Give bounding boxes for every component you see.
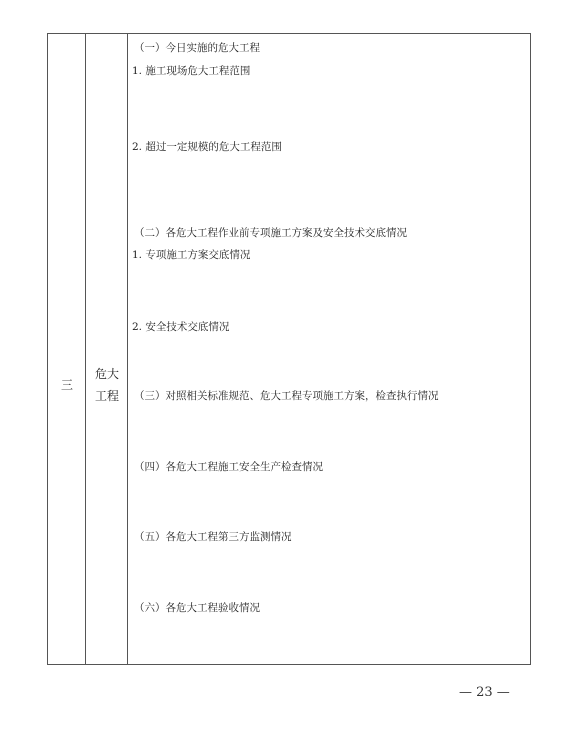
- content-column: [128, 34, 530, 664]
- category-line-1: 危大: [94, 367, 119, 381]
- category-line-2: 工程: [94, 389, 119, 403]
- item-heading-2: （二）各危大工程作业前专项施工方案及安全技术交底情况: [134, 227, 407, 239]
- section-number: 三: [60, 378, 73, 392]
- sub-item-2-2: 2. 安全技术交底情况: [132, 321, 230, 333]
- category-column: [86, 34, 128, 664]
- item-heading-4: （四）各危大工程施工安全生产检查情况: [134, 461, 323, 473]
- item-heading-5: （五）各危大工程第三方监测情况: [134, 531, 292, 543]
- number-column: [48, 34, 86, 664]
- item-heading-1: （一）今日实施的危大工程: [134, 42, 260, 54]
- sub-item-1-2: 2. 超过一定规模的危大工程范围: [132, 141, 282, 153]
- item-heading-3: （三）对照相关标准规范、危大工程专项施工方案，检查执行情况: [134, 390, 439, 402]
- item-heading-6: （六）各危大工程验收情况: [134, 602, 260, 614]
- sub-item-1-1: 1. 施工现场危大工程范围: [132, 65, 251, 77]
- page-number: — 23 —: [459, 685, 510, 700]
- section-category: [86, 363, 128, 407]
- inspection-table: [47, 33, 531, 665]
- sub-item-2-1: 1. 专项施工方案交底情况: [132, 249, 251, 261]
